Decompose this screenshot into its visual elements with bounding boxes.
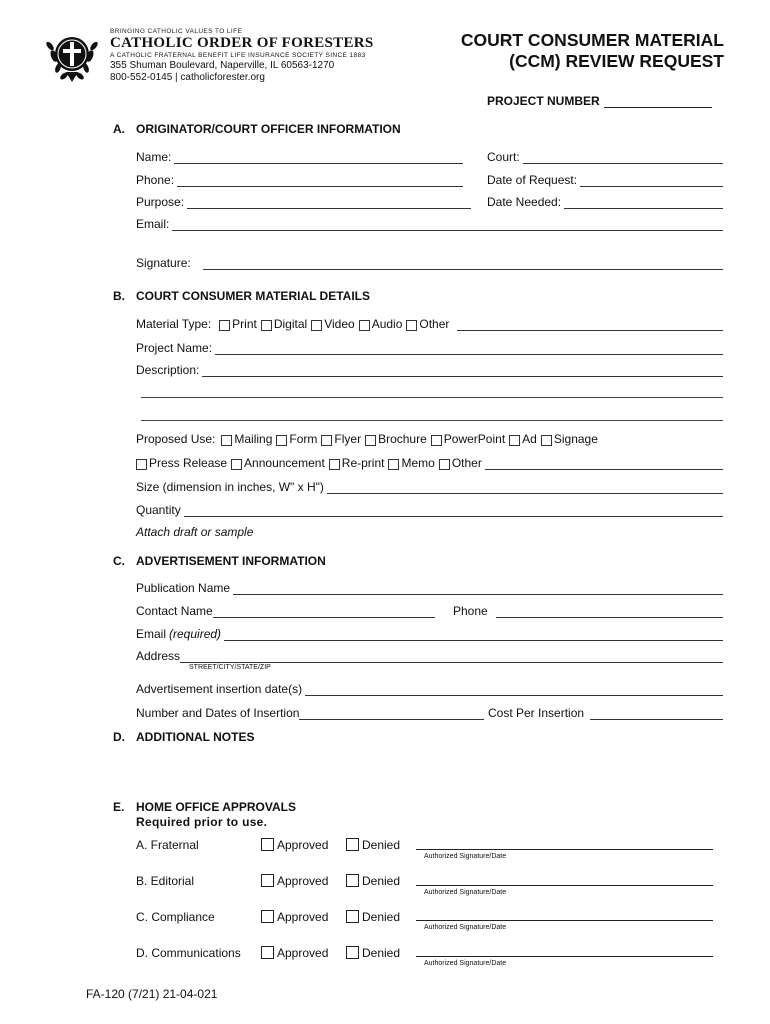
- project-name-field[interactable]: [136, 341, 723, 355]
- use-memo-checkbox[interactable]: [388, 459, 399, 470]
- approval-fraternal-denied[interactable]: [346, 838, 400, 852]
- court-field[interactable]: [487, 150, 723, 164]
- section-a-title: ORIGINATOR/COURT OFFICER INFORMATION: [136, 122, 401, 136]
- number-dates-field[interactable]: [136, 706, 484, 720]
- date-of-request-line[interactable]: [580, 176, 723, 187]
- section-e-title: HOME OFFICE APPROVALS: [136, 800, 297, 814]
- use-brochure-label: Brochure: [378, 432, 427, 446]
- phone-field[interactable]: [136, 173, 463, 187]
- org-subtitle: A CATHOLIC FRATERNAL BENEFIT LIFE INSURANCE SOCIETY SINCE 1883: [110, 52, 366, 59]
- name-field[interactable]: [136, 150, 463, 164]
- use-memo-label: Memo: [401, 456, 435, 470]
- org-address: 355 Shuman Boulevard, Naperville, IL 60563-1270: [110, 60, 335, 71]
- compliance-approved-checkbox[interactable]: [261, 910, 274, 923]
- section-b-letter: B.: [113, 289, 125, 303]
- use-flyer-label: Flyer: [334, 432, 362, 446]
- use-announcement-checkbox[interactable]: [231, 459, 242, 470]
- section-d-letter: D.: [113, 730, 125, 744]
- project-number-label: PROJECT NUMBER: [487, 94, 600, 108]
- communications-approved-label: Approved: [277, 946, 329, 960]
- date-needed-field[interactable]: [487, 195, 723, 209]
- project-number: [487, 94, 712, 108]
- insertion-dates-line[interactable]: [305, 685, 723, 696]
- quantity-line[interactable]: [184, 506, 723, 517]
- use-form-checkbox[interactable]: [276, 435, 287, 446]
- quantity-field[interactable]: [136, 503, 723, 517]
- editorial-approved-checkbox[interactable]: [261, 874, 274, 887]
- approval-fraternal-approved[interactable]: [261, 838, 328, 852]
- number-dates-label: Number and Dates of Insertion: [136, 706, 300, 720]
- description-line-3[interactable]: [141, 420, 723, 421]
- section-c-title: ADVERTISEMENT INFORMATION: [136, 554, 326, 568]
- use-reprint-label: Re-print: [341, 456, 385, 470]
- description-label: Description:: [136, 363, 200, 377]
- use-other-line[interactable]: [485, 459, 723, 470]
- description-line-2[interactable]: [141, 397, 723, 398]
- use-other-checkbox[interactable]: [439, 459, 450, 470]
- approval-editorial-approved[interactable]: [261, 874, 328, 888]
- use-mailing-checkbox[interactable]: [221, 435, 232, 446]
- ad-email-field[interactable]: [136, 627, 723, 641]
- org-contact: 800-552-0145 | catholicforester.org: [110, 72, 265, 83]
- date-of-request-label: Date of Request:: [487, 173, 578, 187]
- phone-label: Phone:: [136, 173, 175, 187]
- description-field[interactable]: [136, 363, 723, 377]
- fraternal-approved-checkbox[interactable]: [261, 838, 274, 851]
- approval-editorial-denied[interactable]: [346, 874, 400, 888]
- use-powerpoint-label: PowerPoint: [443, 432, 506, 446]
- material-print-label: Print: [232, 317, 257, 331]
- use-other-label: Other: [451, 456, 482, 470]
- signature-label: Signature:: [136, 256, 191, 270]
- material-video-label: Video: [324, 317, 355, 331]
- use-flyer-checkbox[interactable]: [321, 435, 332, 446]
- form-title-line2: (CCM) REVIEW REQUEST: [509, 51, 724, 71]
- court-label: Court:: [487, 150, 520, 164]
- communications-signature-line[interactable]: [416, 956, 713, 957]
- cost-label: Cost Per Insertion: [488, 706, 585, 720]
- section-c-letter: C.: [113, 554, 125, 568]
- use-brochure-checkbox[interactable]: [365, 435, 376, 446]
- size-label: Size (dimension in inches, W" x H"): [136, 480, 324, 494]
- publication-name-label: Publication Name: [136, 581, 231, 595]
- signature-field[interactable]: [136, 256, 723, 270]
- catholic-order-of-foresters-logo-icon: [40, 24, 104, 88]
- compliance-denied-label: Denied: [362, 910, 401, 924]
- address-label: Address: [136, 649, 181, 663]
- publication-name-line[interactable]: [233, 584, 723, 595]
- fraternal-denied-checkbox[interactable]: [346, 838, 359, 851]
- date-needed-label: Date Needed:: [487, 195, 562, 209]
- description-line[interactable]: [202, 366, 723, 377]
- approval-compliance-label: C. Compliance: [136, 910, 215, 924]
- material-type-row: [136, 317, 723, 331]
- org-tagline: BRINGING CATHOLIC VALUES TO LIFE: [110, 28, 243, 35]
- fraternal-signature-label: Authorized Signature/Date: [424, 853, 507, 860]
- section-b-heading: [113, 289, 370, 303]
- approval-compliance-approved[interactable]: [261, 910, 328, 924]
- section-a-heading: [113, 122, 401, 136]
- insertion-dates-field[interactable]: [136, 682, 723, 696]
- compliance-approved-label: Approved: [277, 910, 329, 924]
- ad-email-line[interactable]: [224, 630, 723, 641]
- email-label: Email:: [136, 217, 170, 231]
- date-needed-line[interactable]: [564, 198, 723, 209]
- material-audio-label: Audio: [371, 317, 403, 331]
- communications-denied-label: Denied: [362, 946, 401, 960]
- ad-email-required: (required): [169, 627, 222, 641]
- use-mailing-label: Mailing: [234, 432, 273, 446]
- attach-note: Attach draft or sample: [136, 525, 254, 539]
- communications-approved-checkbox[interactable]: [261, 946, 274, 959]
- ad-email-label: Email: [136, 627, 167, 641]
- section-e-subheading: Required prior to use.: [136, 815, 268, 829]
- compliance-signature-line[interactable]: [416, 920, 713, 921]
- contact-name-field[interactable]: [136, 604, 435, 618]
- email-field[interactable]: [136, 217, 723, 231]
- contact-phone-label: Phone: [453, 604, 488, 618]
- purpose-label: Purpose:: [136, 195, 185, 209]
- communications-signature-label: Authorized Signature/Date: [424, 960, 507, 967]
- communications-denied-checkbox[interactable]: [346, 946, 359, 959]
- section-b-title: COURT CONSUMER MATERIAL DETAILS: [136, 289, 370, 303]
- compliance-denied-checkbox[interactable]: [346, 910, 359, 923]
- compliance-signature-label: Authorized Signature/Date: [424, 924, 507, 931]
- contact-name-line[interactable]: [213, 607, 435, 618]
- form-title: [461, 30, 724, 72]
- use-announcement-label: Announcement: [244, 456, 325, 470]
- name-line[interactable]: [174, 153, 463, 164]
- material-other-line[interactable]: [457, 320, 723, 331]
- approval-communications-denied[interactable]: [346, 946, 400, 960]
- project-name-line[interactable]: [215, 344, 723, 355]
- use-ad-checkbox[interactable]: [509, 435, 520, 446]
- name-label: Name:: [136, 150, 172, 164]
- approval-communications-approved[interactable]: [261, 946, 328, 960]
- editorial-signature-label: Authorized Signature/Date: [424, 889, 507, 896]
- approval-communications-label: D. Communications: [136, 946, 241, 960]
- project-name-label: Project Name:: [136, 341, 213, 355]
- quantity-label: Quantity: [136, 503, 181, 517]
- contact-name-label: Contact Name: [136, 604, 213, 618]
- approval-editorial-label: B. Editorial: [136, 874, 195, 888]
- material-audio-checkbox[interactable]: [359, 320, 370, 331]
- court-line[interactable]: [523, 153, 723, 164]
- proposed-use-label: Proposed Use:: [136, 432, 216, 446]
- purpose-field[interactable]: [136, 195, 471, 209]
- use-press-release-checkbox[interactable]: [136, 459, 147, 470]
- purpose-line[interactable]: [187, 198, 471, 209]
- date-of-request-field[interactable]: [487, 173, 723, 187]
- approval-compliance-denied[interactable]: [346, 910, 400, 924]
- use-reprint-checkbox[interactable]: [329, 459, 340, 470]
- section-e-heading: [113, 800, 296, 814]
- proposed-use-row-2: [132, 456, 723, 470]
- signature-line[interactable]: [203, 259, 723, 270]
- section-c-heading: [113, 554, 326, 568]
- material-video-checkbox[interactable]: [311, 320, 322, 331]
- fraternal-approved-label: Approved: [277, 838, 329, 852]
- section-d-title: ADDITIONAL NOTES: [136, 730, 255, 744]
- material-print-checkbox[interactable]: [219, 320, 230, 331]
- email-line[interactable]: [172, 220, 723, 231]
- number-dates-line[interactable]: [299, 709, 484, 720]
- use-signage-checkbox[interactable]: [541, 435, 552, 446]
- editorial-denied-label: Denied: [362, 874, 401, 888]
- use-press-release-label: Press Release: [149, 456, 228, 470]
- address-field[interactable]: [136, 649, 723, 663]
- material-digital-label: Digital: [273, 317, 308, 331]
- editorial-approved-label: Approved: [277, 874, 329, 888]
- approval-fraternal-label: A. Fraternal: [136, 838, 199, 852]
- section-d-heading: [113, 730, 254, 744]
- form-title-line1: COURT CONSUMER MATERIAL: [460, 30, 724, 50]
- address-hint: STREET/CITY/STATE/ZIP: [189, 664, 271, 671]
- material-type-label: Material Type:: [136, 317, 212, 331]
- contact-phone-line[interactable]: [496, 607, 723, 618]
- use-signage-label: Signage: [553, 432, 598, 446]
- material-other-checkbox[interactable]: [406, 320, 417, 331]
- project-number-field[interactable]: [604, 97, 712, 108]
- section-e-letter: E.: [113, 800, 125, 814]
- form-id: FA-120 (7/21) 21-04-021: [86, 987, 218, 1001]
- material-other-label: Other: [419, 317, 450, 331]
- use-ad-label: Ad: [522, 432, 537, 446]
- use-powerpoint-checkbox[interactable]: [431, 435, 442, 446]
- editorial-signature-line[interactable]: [416, 885, 713, 886]
- proposed-use-row-1: [136, 432, 736, 446]
- address-line[interactable]: [180, 652, 723, 663]
- org-name: CATHOLIC ORDER OF FORESTERS: [110, 35, 374, 51]
- use-form-label: Form: [289, 432, 318, 446]
- cost-field[interactable]: [488, 706, 723, 720]
- additional-notes-area[interactable]: [136, 748, 723, 793]
- size-field[interactable]: [136, 480, 723, 494]
- cost-line[interactable]: [590, 709, 723, 720]
- phone-line[interactable]: [177, 176, 463, 187]
- section-a-letter: A.: [113, 122, 125, 136]
- fraternal-signature-line[interactable]: [416, 849, 713, 850]
- material-digital-checkbox[interactable]: [261, 320, 272, 331]
- fraternal-denied-label: Denied: [362, 838, 401, 852]
- insertion-dates-label: Advertisement insertion date(s): [136, 682, 303, 696]
- editorial-denied-checkbox[interactable]: [346, 874, 359, 887]
- contact-phone-field[interactable]: [453, 604, 723, 618]
- size-line[interactable]: [327, 483, 723, 494]
- publication-name-field[interactable]: [136, 581, 723, 595]
